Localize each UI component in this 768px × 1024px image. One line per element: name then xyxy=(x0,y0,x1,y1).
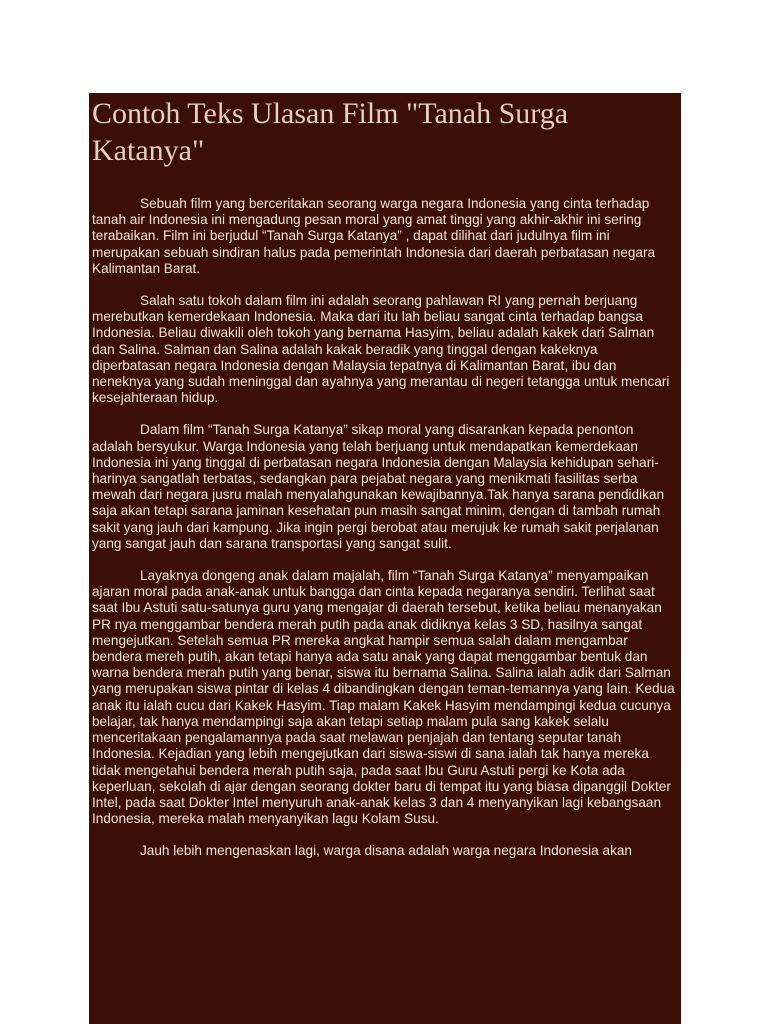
paragraph-4: Layaknya dongeng anak dalam majalah, film “Tanah Surga Katanya” menyampaikan ajaran moral pada anak-anak untuk bangga dan cinta kepada negaranya sendiri. Terlihat saat saat Ibu Astuti satu-satunya guru yang mengajar di daerah tersebut, ketika beliau menanyakan PR nya menggambar bendera merah putih pada anak didiknya kelas 3 SD, hasilnya sangat mengejutkan. Setelah semua PR mereka angkat hampir semua salah dalam mengambar bendera mereh putih, akan tetapi hanya ada satu anak yang dapat menggambar bentuk dan warna bendera merah putih yang benar, siswa itu bernama Salina. Salina ialah adik dari Salman yang merupakan siswa pintar di kelas 4 dibandingkan dengan teman-temannya yang lain. Kedua anak itu ialah cucu dari Kakek Hasyim. Tiap malam Kakek Hasyim mendampingi kedua cucunya belajar, tak hanya mendampingi saja akan tetapi setiap malam pula sang kakek selalu menceritakaan pengalamannya pada saat melawan penjajah dan tentang seputar tanah Indonesia. Kejadian yang lebih mengejutkan dari siswa-siswi di sana ialah tak hanya mereka tidak mengetahui bendera merah putih saja, pada saat Ibu Guru Astuti pergi ke Kota ada keperluan, sekolah di ajar dengan seorang dokter baru di tempat itu yang biasa dipanggil Dokter Intel, pada saat Dokter Intel menyuruh anak-anak kelas 3 dan 4 menyanyikan lagi kebangsaan Indonesia, mereka malah menyanyikan lagu Kolam Susu. xyxy=(92,568,675,827)
document-title: Contoh Teks Ulasan Film "Tanah Surga Katanya" xyxy=(92,97,569,167)
document-page xyxy=(89,93,681,1024)
paragraph-3: Dalam film “Tanah Surga Katanya” sikap moral yang disarankan kepada penonton adalah bersyukur. Warga Indonesia yang telah berjuang untuk mendapatkan kemerdekaan Indonesia ini yang tinggal di perbatasan negara Indonesia dengan Malaysia kehidupan sehari-harinya sangatlah terbatas, sedangkan para pejabat negara yang menikmati fasilitas serba mewah dari negara jusru malah menyalahgunakan kewajibannya.Tak hanya sarana pendidikan saja akan tetapi sarana jaminan kesehatan pun masih sangat minim, dengan di tambah rumah sakit yang jauh dari kampung. Jika ingin pergi berobat atau merujuk ke rumah sakit perjalanan yang sangat jauh dan sarana transportasi yang sangat sulit. xyxy=(92,422,665,551)
paragraph-1: Sebuah film yang berceritakan seorang warga negara Indonesia yang cinta terhadap tanah air Indonesia ini mengadung pesan moral yang amat tinggi yang akhir-akhir ini sering terabaikan. Film ini berjudul “Tanah Surga Katanya” , dapat dilihat dari judulnya film ini merupakan sebuah sindiran halus pada pemerintah Indonesia dari daerah perbatasan negara Kalimantan Barat. xyxy=(92,196,656,276)
paragraph-5: Jauh lebih mengenaskan lagi, warga disana adalah warga negara Indonesia akan xyxy=(140,843,632,859)
paragraph-2: Salah satu tokoh dalam film ini adalah seorang pahlawan RI yang pernah berjuang merebutkan kemerdekaan Indonesia. Maka dari itu lah beliau sangat cinta terhadap bangsa Indonesia. Beliau diwakili oleh tokoh yang bernama Hasyim, beliau adalah kakek dari Salman dan Salina. Salman dan Salina adalah kakak beradik yang tinggal dengan kakeknya diperbatasan negara Indonesia dengan Malaysia tepatnya di Kalimantan Barat, ibu dan neneknya yang sudah meninggal dan ayahnya yang merantau di negeri tetangga untuk mencari kesejahteraan hidup. xyxy=(92,293,670,406)
document-body xyxy=(92,196,677,860)
